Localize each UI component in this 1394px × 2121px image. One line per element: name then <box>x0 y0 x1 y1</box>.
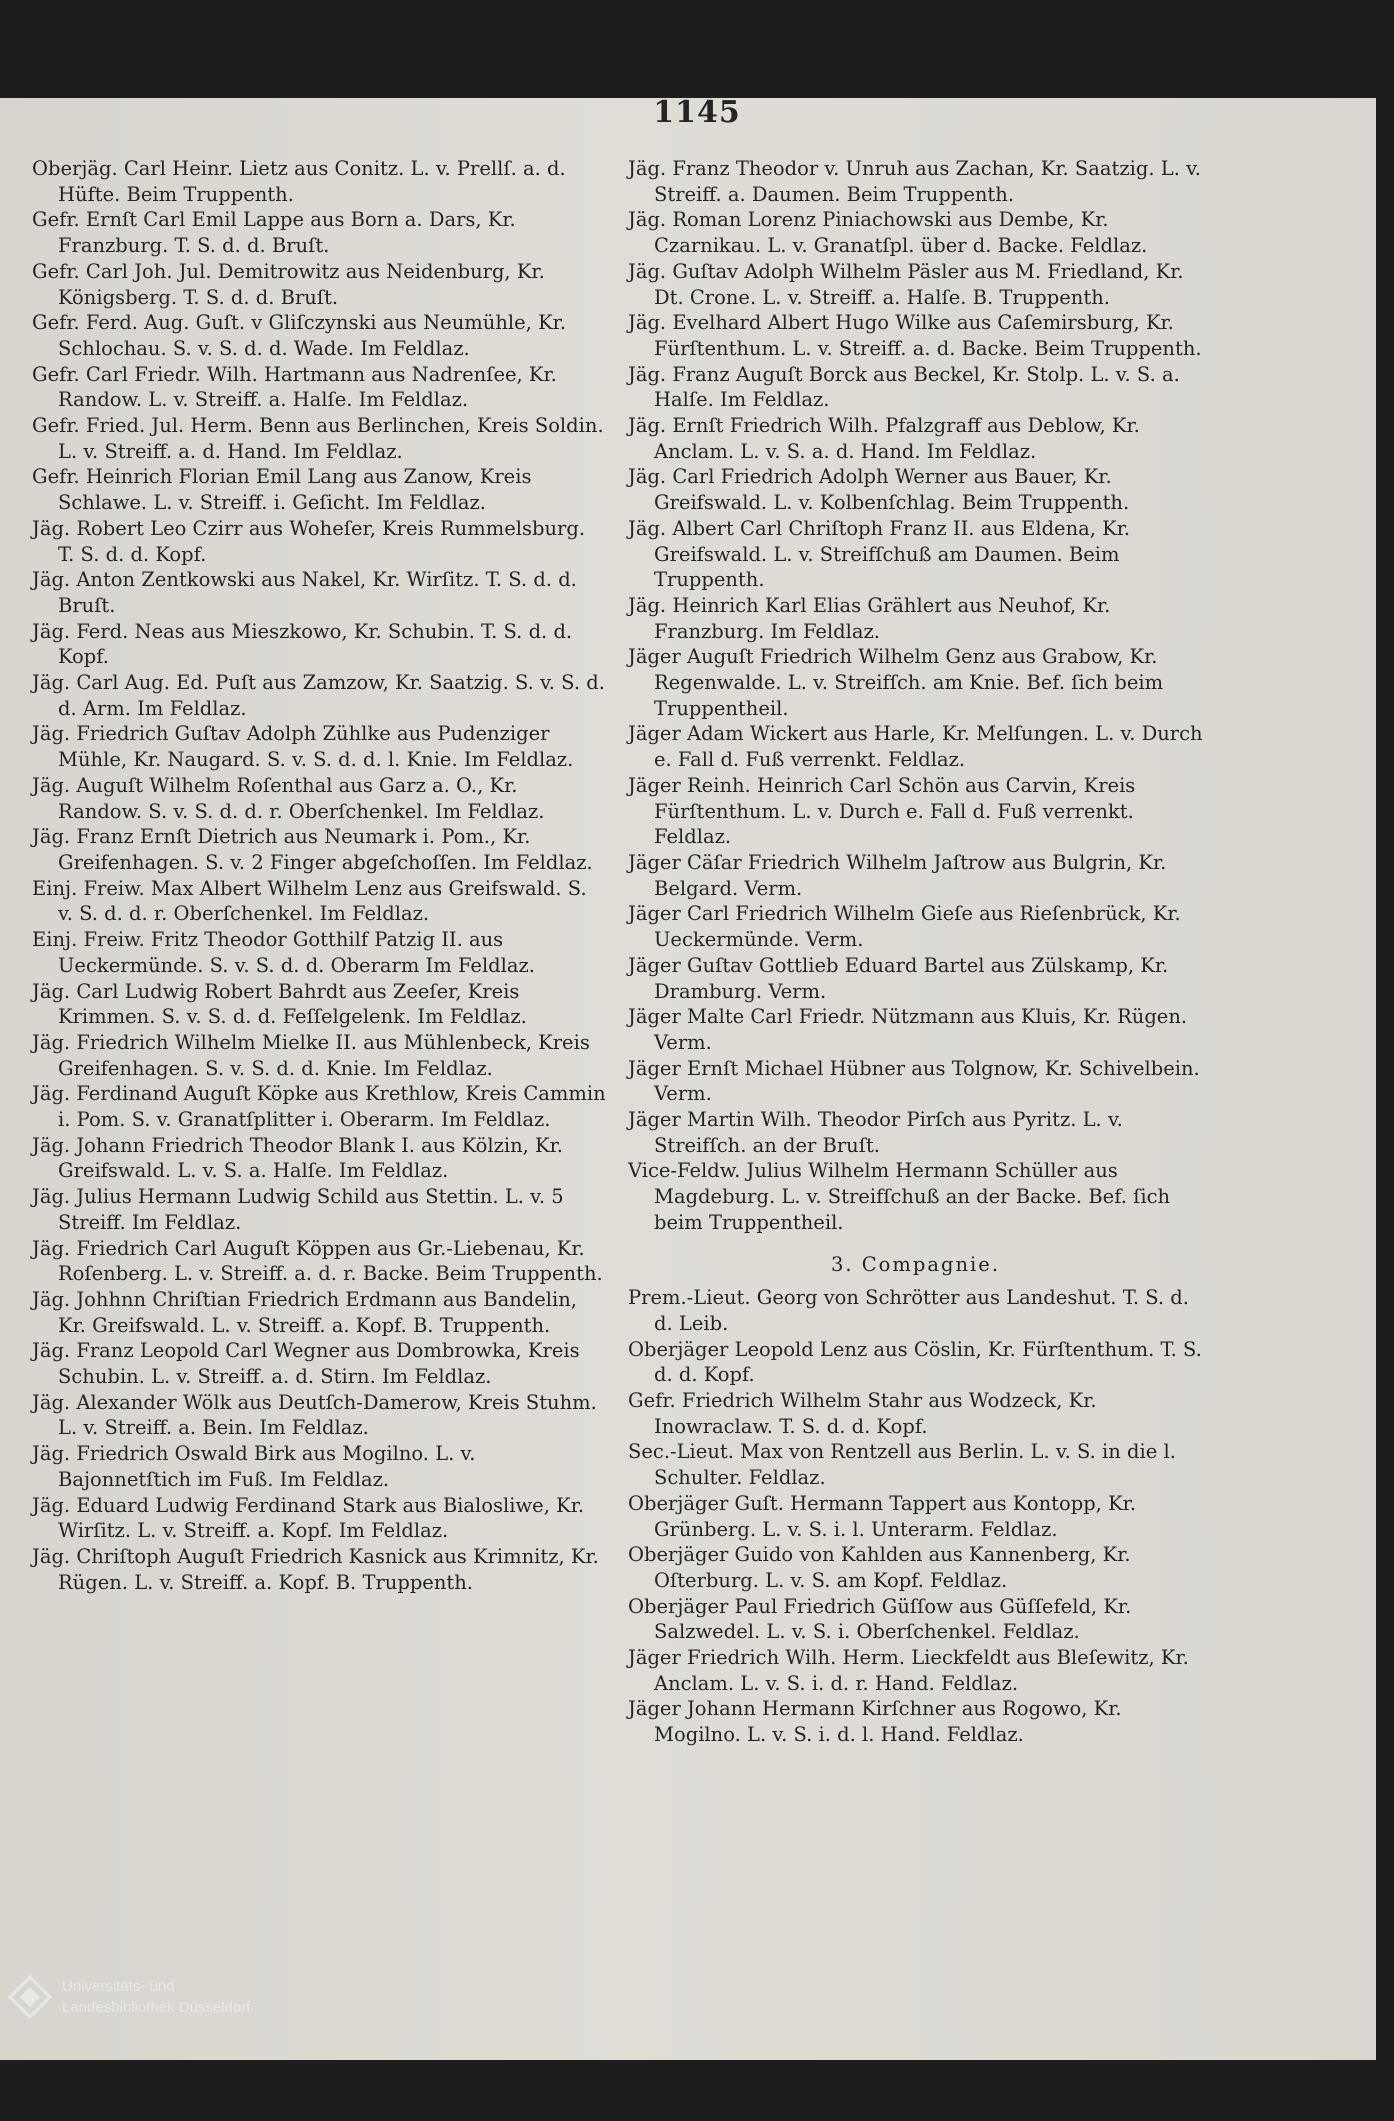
casualty-entry: Gefr. Heinrich Florian Emil Lang aus Zanow, Kreis Schlawe. L. v. Streiff. i. Geſicht. Im Feldlaz. <box>32 465 532 515</box>
company-heading: 3. Compagnie. <box>830 1252 1001 1276</box>
casualty-entry: Jäg. Heinrich Karl Elias Grählert aus Neuhof, Kr. Franzburg. Im Feldlaz. <box>628 593 1111 643</box>
casualty-entry: Gefr. Fried. Jul. Herm. Benn aus Berlinchen, Kreis Soldin. L. v. Streiff. a. d. Hand. Im Feldlaz. <box>32 414 604 463</box>
casualty-entry: Jäg. Franz Theodor v. Unruh aus Zachan, Kr. Saatzig. L. v. Streiff. a. Daumen. Beim Truppenth. <box>628 157 1202 206</box>
casualty-entry: Jäg. Guſtav Adolph Wilhelm Päsler aus M. Friedland, Kr. Dt. Crone. L. v. Streiff. a. Halſe. B. Truppenth. <box>628 259 1184 309</box>
casualty-entry: Gefr. Ferd. Aug. Guſt. v Gliſczynski aus Neumühle, Kr. Schlochau. S. v. S. d. d. Wade. Im Feldlaz. <box>32 311 567 360</box>
left-column <box>32 156 607 1595</box>
casualty-entry: Jäg. Roman Lorenz Piniachowski aus Dembe, Kr. Czarnikau. L. v. Granatſpl. über d. Backe. Feldlaz. <box>628 208 1148 258</box>
casualty-entry: Jäg. Carl Ludwig Robert Bahrdt aus Zeeſer, Kreis Krimmen. S. v. S. d. d. Feſſelgelenk. Im Feldlaz. <box>32 979 527 1029</box>
casualty-entry: Jäger Carl Friedrich Wilhelm Gieſe aus Rieſenbrück, Kr. Ueckermünde. Verm. <box>628 902 1181 952</box>
casualty-entry: Jäg. Evelhard Albert Hugo Wilke aus Caſemirsburg, Kr. Fürſtenthum. L. v. Streiff. a. d. Backe. Beim Truppenth. <box>628 311 1202 360</box>
casualty-entry: Oberjäger Leopold Lenz aus Cöslin, Kr. Fürſtenthum. T. S. d. d. Kopf. <box>628 1337 1202 1387</box>
casualty-entry: Jäg. Johhnn Chriſtian Friedrich Erdmann aus Bandelin, Kr. Greifswald. L. v. Streiff. a. Kopf. B. Truppenth. <box>32 1287 578 1337</box>
casualty-entry: Einj. Freiw. Fritz Theodor Gotthilf Patzig II. aus Ueckermünde. S. v. S. d. d. Oberarm Im Feldlaz. <box>32 928 535 977</box>
casualty-entry: Jäger Reinh. Heinrich Carl Schön aus Carvin, Kreis Fürſtenthum. L. v. Durch e. Fall d. Fuß verrenkt. Feldlaz. <box>628 773 1136 849</box>
casualty-entry: Jäger Ernſt Michael Hübner aus Tolgnow, Kr. Schivelbein. Verm. <box>628 1056 1200 1106</box>
casualty-entry: Jäg. Carl Aug. Ed. Puſt aus Zamzow, Kr. Saatzig. S. v. S. d. d. Arm. Im Feldlaz. <box>32 671 605 720</box>
casualty-entry: Jäger Friedrich Wilh. Herm. Lieckfeldt aus Bleſewitz, Kr. Anclam. L. v. S. i. d. r. Hand. Feldlaz. <box>628 1646 1189 1695</box>
right-entries-after <box>628 1285 1203 1748</box>
casualty-entry: Oberjäger Paul Friedrich Güſſow aus Güſſefeld, Kr. Salzwedel. L. v. S. i. Oberſchenkel. Feldlaz. <box>628 1594 1132 1644</box>
casualty-entry: Jäg. Franz Auguſt Borck aus Beckel, Kr. Stolp. L. v. S. a. Halſe. Im Feldlaz. <box>628 362 1180 412</box>
casualty-entry: Vice-Feldw. Julius Wilhelm Hermann Schüller aus Magdeburg. L. v. Streifſchuß an der Backe. Bef. ſich beim Truppentheil. <box>628 1159 1171 1234</box>
casualty-entry: Jäger Cäſar Friedrich Wilhelm Jaſtrow aus Bulgrin, Kr. Belgard. Verm. <box>628 850 1167 900</box>
casualty-entry: Einj. Freiw. Max Albert Wilhelm Lenz aus Greifswald. S. v. S. d. d. r. Oberſchenkel. Im Feldlaz. <box>32 876 587 926</box>
library-name-line1: Universitäts- und <box>62 1978 175 1995</box>
casualty-entry: Jäger Adam Wickert aus Harle, Kr. Melſungen. L. v. Durch e. Fall d. Fuß verrenkt. Feldlaz. <box>628 722 1203 772</box>
casualty-entry: Jäger Malte Carl Friedr. Nützmann aus Kluis, Kr. Rügen. Verm. <box>628 1005 1188 1054</box>
casualty-entry: Sec.-Lieut. Max von Rentzell aus Berlin. L. v. S. in die l. Schulter. Feldlaz. <box>628 1440 1176 1490</box>
casualty-entry: Gefr. Ernſt Carl Emil Lappe aus Born a. Dars, Kr. Franzburg. T. S. d. d. Bruſt. <box>32 208 516 258</box>
casualty-entry: Jäg. Auguſt Wilhelm Roſenthal aus Garz a. O., Kr. Randow. S. v. S. d. d. r. Oberſchenkel. Im Feldlaz. <box>32 773 545 823</box>
casualty-entry: Jäg. Friedrich Carl Auguſt Köppen aus Gr.-Liebenau, Kr. Roſenberg. L. v. Streiff. a. d. r. Backe. Beim Truppenth. <box>32 1236 603 1286</box>
casualty-entry: Jäg. Ferdinand Auguſt Köpke aus Krethlow, Kreis Cammin i. Pom. S. v. Granatſplitter i. Oberarm. Im Feldlaz. <box>32 1082 606 1132</box>
page-number: 1145 <box>653 95 741 130</box>
casualty-entry: Oberjäger Guido von Kahlden aus Kannenberg, Kr. Oſterburg. L. v. S. am Kopf. Feldlaz. <box>628 1543 1131 1592</box>
casualty-entry: Jäg. Ferd. Neas aus Mieszkowo, Kr. Schubin. T. S. d. d. Kopf. <box>32 619 573 669</box>
casualty-entry: Jäg. Julius Hermann Ludwig Schild aus Stettin. L. v. 5 Streiff. Im Feldlaz. <box>32 1185 564 1234</box>
casualty-entry: Oberjäger Guſt. Hermann Tappert aus Kontopp, Kr. Grünberg. L. v. S. i. l. Unterarm. Feldlaz. <box>628 1491 1137 1541</box>
casualty-entry: Jäg. Franz Ernſt Dietrich aus Neumark i. Pom., Kr. Greifenhagen. S. v. 2 Finger abgeſchoſſen. Im Feldlaz. <box>32 825 593 874</box>
casualty-entry: Jäg. Carl Friedrich Adolph Werner aus Bauer, Kr. Greifswald. L. v. Kolbenſchlag. Beim Truppenth. <box>628 465 1130 515</box>
library-name-line2: Landesbibliothek Düsseldorf <box>62 1999 251 2016</box>
casualty-entry: Jäg. Eduard Ludwig Ferdinand Stark aus Bialosliwe, Kr. Wirſitz. L. v. Streiff. a. Kopf. Im Feldlaz. <box>32 1493 585 1543</box>
right-column <box>628 156 1203 1748</box>
casualty-entry: Jäg. Ernſt Friedrich Wilh. Pfalzgraff aus Deblow, Kr. Anclam. L. v. S. a. d. Hand. Im Feldlaz. <box>628 414 1140 463</box>
casualty-entry: Prem.-Lieut. Georg von Schrötter aus Landeshut. T. S. d. d. Leib. <box>628 1286 1189 1335</box>
casualty-entry: Jäger Johann Hermann Kirſchner aus Rogowo, Kr. Mogilno. L. v. S. i. d. l. Hand. Feldlaz. <box>628 1697 1122 1747</box>
casualty-entry: Jäg. Franz Leopold Carl Wegner aus Dombrowka, Kreis Schubin. L. v. Streiff. a. d. Stirn. Im Feldlaz. <box>32 1339 580 1389</box>
casualty-entry: Jäg. Johann Friedrich Theodor Blank I. aus Kölzin, Kr. Greifswald. L. v. S. a. Halſe. Im Feldlaz. <box>32 1133 564 1183</box>
casualty-entry: Jäg. Friedrich Wilhelm Mielke II. aus Mühlenbeck, Kreis Greifenhagen. S. v. S. d. d. Knie. Im Feldlaz. <box>32 1030 590 1080</box>
casualty-entry: Jäg. Friedrich Guſtav Adolph Zühlke aus Pudenziger Mühle, Kr. Naugard. S. v. S. d. d. l. Knie. Im Feldlaz. <box>32 722 574 772</box>
casualty-entry: Jäg. Friedrich Oswald Birk aus Mogilno. L. v. Bajonnetſtich im Fuß. Im Feldlaz. <box>32 1442 476 1491</box>
right-entries-before <box>628 156 1203 1236</box>
library-footer[interactable] <box>4 1972 250 2022</box>
casualty-entry: Jäg. Albert Carl Chriſtoph Franz II. aus Eldena, Kr. Greifswald. L. v. Streifſchuß am Daumen. Beim Truppenth. <box>628 516 1131 592</box>
casualty-entry: Jäg. Chriſtoph Auguſt Friedrich Kasnick aus Krimnitz, Kr. Rügen. L. v. Streiff. a. Kopf. B. Truppenth. <box>32 1544 599 1594</box>
library-logo-icon <box>4 1972 56 2022</box>
casualty-entry: Oberjäg. Carl Heinr. Lietz aus Conitz. L. v. Prellſ. a. d. Hüfte. Beim Truppenth. <box>32 157 566 206</box>
casualty-entry: Jäg. Alexander Wölk aus Deutſch-Damerow, Kreis Stuhm. L. v. Streiff. a. Bein. Im Feldlaz. <box>32 1390 597 1440</box>
casualty-entry: Jäg. Robert Leo Czirr aus Woheſer, Kreis Rummelsburg. T. S. d. d. Kopf. <box>32 516 586 566</box>
library-name <box>62 1976 250 2018</box>
casualty-entry: Gefr. Carl Joh. Jul. Demitrowitz aus Neidenburg, Kr. Königsberg. T. S. d. d. Bruſt. <box>32 259 545 309</box>
casualty-entry: Jäger Auguſt Friedrich Wilhelm Genz aus Grabow, Kr. Regenwalde. L. v. Streifſch. am Knie. Bef. ſich beim Truppentheil. <box>628 645 1164 720</box>
casualty-entry: Gefr. Carl Friedr. Wilh. Hartmann aus Nadrenſee, Kr. Randow. L. v. Streiff. a. Halſe. Im Feldlaz. <box>32 362 557 412</box>
casualty-entry: Jäger Guſtav Gottlieb Eduard Bartel aus Zülskamp, Kr. Dramburg. Verm. <box>628 953 1169 1003</box>
casualty-entry: Jäg. Anton Zentkowski aus Nakel, Kr. Wirſitz. T. S. d. d. Bruſt. <box>32 568 577 617</box>
casualty-entry: Jäger Martin Wilh. Theodor Pirſch aus Pyritz. L. v. Streifſch. an der Bruſt. <box>628 1108 1123 1157</box>
casualty-entry: Gefr. Friedrich Wilhelm Stahr aus Wodzeck, Kr. Inowraclaw. T. S. d. d. Kopf. <box>628 1389 1097 1438</box>
